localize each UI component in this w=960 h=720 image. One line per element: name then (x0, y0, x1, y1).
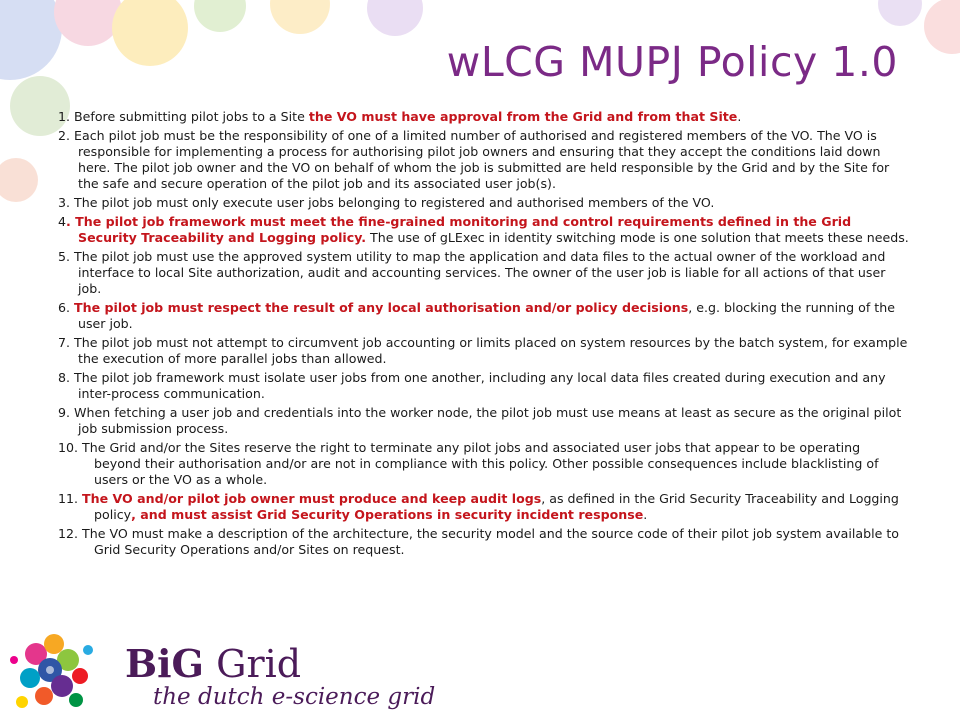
policy-item (58, 109, 910, 125)
policy-item (58, 195, 910, 211)
policy-item-number: 3. (58, 195, 75, 210)
policy-item-number: 9. (58, 405, 75, 420)
policy-text: . (643, 507, 648, 522)
big-grid-logo (125, 641, 436, 710)
policy-item-number: 11. (58, 491, 83, 506)
policy-text: The pilot job must only execute user jobs belonging to registered and authorised members of the VO. (74, 195, 715, 210)
slide-title: wLCG MUPJ Policy 1.0 (446, 38, 898, 86)
logo-big: BiG (125, 641, 205, 686)
policy-text: . (737, 109, 742, 124)
policy-text: The pilot job framework must isolate user jobs from one another, including any local data files created during execution and any inter-process communication. (74, 370, 886, 401)
policy-item-number: 8. (58, 370, 75, 385)
policy-highlight-text: . The pilot job framework must meet the fine-grained monitoring and control requirements defined in the Grid Security Traceability and Logging policy. (66, 214, 852, 245)
policy-item-number: 4 (58, 214, 67, 229)
policy-item-number: 2. (58, 128, 75, 143)
policy-text: Before submitting pilot jobs to a Site (74, 109, 309, 124)
policy-text: The use of gLExec in identity switching mode is one solution that meets these needs. (366, 230, 909, 245)
policy-highlight-text: The pilot job must respect the result of any local authorisation and/or policy decisions (74, 300, 689, 315)
policy-item-number: 5. (58, 249, 75, 264)
policy-item-number: 12. (58, 526, 83, 541)
policy-text: Each pilot job must be the responsibility of one of a limited number of authorised and registered members of the VO. The VO is responsible for implementing a process for authorising pilot job owners and ensuring that they accept the conditions laid down here. The pilot job owner and the VO on behalf of whom the job is submitted are held responsible by the Grid and by the Site for the safe and secure operation of the pilot job and its associated user job(s). (74, 128, 890, 191)
policy-item (58, 526, 910, 558)
policy-item (58, 128, 910, 192)
policy-item-number: 1. (58, 109, 75, 124)
policy-list (58, 109, 910, 561)
policy-item (58, 491, 910, 523)
policy-highlight-text: , and must assist Grid Security Operations in security incident response (131, 507, 644, 522)
policy-item-number: 7. (58, 335, 75, 350)
policy-item (58, 370, 910, 402)
policy-text: The VO must make a description of the architecture, the security model and the source code of their pilot job system available to Grid Security Operations and/or Sites on request. (82, 526, 899, 557)
policy-item-number: 10. (58, 440, 83, 455)
policy-item (58, 300, 910, 332)
policy-item (58, 214, 910, 246)
logo-grid: Grid (204, 642, 302, 686)
policy-text: When fetching a user job and credentials into the worker node, the pilot job must use means at least as secure as the original pilot job submission process. (74, 405, 902, 436)
policy-item-number: 6. (58, 300, 75, 315)
policy-item (58, 249, 910, 297)
policy-item (58, 405, 910, 437)
policy-text: The pilot job must not attempt to circumvent job accounting or limits placed on system resources by the batch system, for example the execution of more parallel jobs than allowed. (74, 335, 908, 366)
policy-item (58, 440, 910, 488)
policy-text: The Grid and/or the Sites reserve the right to terminate any pilot jobs and associated user jobs that appear to be operating beyond their authorisation and/or are not in compliance with this policy. Other possible consequences include blacklisting of users or the VO as a whole. (82, 440, 879, 487)
policy-text: , as defined in the Grid Security Traceability and Logging policy (94, 491, 899, 522)
big-grid-logo-icon (6, 620, 126, 720)
policy-text: The pilot job must use the approved system utility to map the application and data files to the actual owner of the workload and interface to local Site authorization, audit and accounting services. The owner of the user job is liable for all actions of that user job. (74, 249, 886, 296)
policy-highlight-text: the VO must have approval from the Grid and from that Site (308, 109, 738, 124)
policy-item (58, 335, 910, 367)
logo-wordmark (125, 641, 435, 686)
logo-tagline: the dutch e-science grid (153, 684, 436, 710)
policy-highlight-text: The VO and/or pilot job owner must produce and keep audit logs (82, 491, 542, 506)
policy-text: , e.g. blocking the running of the user job. (78, 300, 895, 331)
